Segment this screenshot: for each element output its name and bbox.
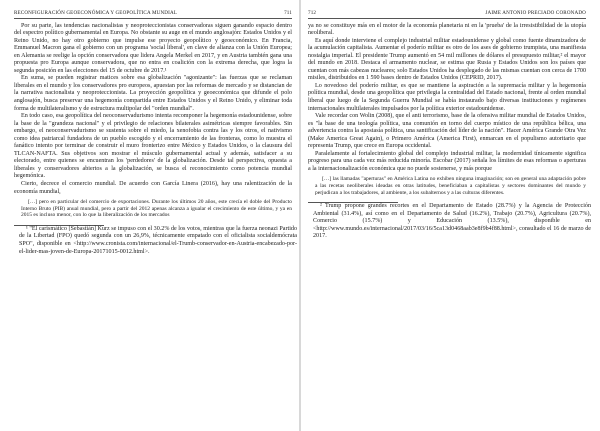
left-page-body	[14, 22, 297, 257]
paragraph: Cierto, decrece el comercio mundial. De acuerdo con García Linera (2016), hay una ralentización de la economía mundial,	[14, 180, 292, 195]
right-page	[300, 0, 600, 431]
footnote: ² Trump propone grandes recortes en el Departamento de Estado (28.7%) y la Agencia de Protección Ambiental (31.4%), así como en el Departamento de Salud (16.2%), Trabajo (20.7%), Agricultura (20.7%), Comercio (15.7%) y Educación (13.5%), disponible en <http://www.mundo.es/internacional/2017/03/16/5ca13d0468aab3e8f9b4f88.html>, consultado el 16 de marzo de 2017.	[313, 203, 591, 240]
paragraph: En suma, se pueden registrar matices sobre esa globalización "agonizante": las fuerzas que se reclaman liberales en el mundo y los conservadores pro europeos, apuestan por las reformas de mercado y se distancian de la narrativa nacionalista y neoproteccionista. La proyección geopolítica y geoeconómica que difunde el polo anglosajón, busca preservar una hegemonía compartida entre Estados Unidos y el Reino Unido, y eliminar toda forma de multilateralismo y de estructura multipolar del "orden mundial".	[14, 75, 292, 112]
page-number: 711	[284, 10, 292, 16]
block-quote: […] pero en particular del comercio de exportaciones. Durante los últimos 20 años, este crecía el doble del Producto Interno Bruto (PIB) anual mundial, pero a partir del 2012 apenas alcanza a igualar el crecimiento de este último, y ya en 2015 es incluso menor, con lo que la liberalización de los mercados	[21, 199, 292, 219]
right-page-body	[308, 22, 591, 241]
block-quote: […] las llamadas "aperturas" en América Latina no exhiben ninguna imaginación; son en general una adaptación pobre a las recetas neoliberales ideadas en otras latitudes, beneficiaban a capitalistas y sectores dominantes del mundo y perjudican a los trabajadores, al ambiente, a los subalternos y a las culturas diferentes.	[315, 176, 586, 196]
paragraph: Vale recordar con Wolin (2008), que el anti terrorismo, base de la ofensiva militar mundial de Estados Unidos, es "la base de una teología política, una comunión en torno del cuerpo místico de una república bélica, una advertencia contra la apostasía política, una santificación del líder de la nación". Hacer América Grande Otra Vez (Make America Great Again), o Primero América (America First), enmarcan en el populismo autoritario que representa Trump, que crece en Europa occidental.	[308, 113, 586, 150]
footnote: ¹ "El carismático [Sebastián] Kurz se impuso con el 30.2% de los votos, mientras que la fuerza neonazi Partido de la Libertad (FPO) quedó segunda con un 26,9%, técnicamente empatado con el oficialista socialdemócrata SPO", disponible en <http://www.cronista.com/internacional/el-Trumb-conservador-en-Austria-encabezado-por-el-lider-mas-joven-de-Europa-20171015-0012.html>.	[19, 225, 297, 255]
paragraph: Lo novedoso del poderío militar, es que se mantiene la aspiración a la supremacía militar y la hegemonía política mundial, desde una geopolítica que privilegia la centralidad del Estado nacional, frente al orden mundial liberal que luego de la Segunda Guerra Mundial se había instaurado bajo diversas instituciones y regímenes internacionales multilaterales impulsados por la política exterior estadounidense.	[308, 82, 586, 112]
paragraph: En todo caso, esa geopolítica del neoconservadurismo intenta recomponer la hegemonía estadounidense, sobre la base de la "grandeza nacional" y el privilegio de relaciones bilaterales asimétricas siempre favorables. Sin embargo, el neoconservadurismo se sustenta sobre el miedo, la xenofobia contra las y los otros, el nativismo como idea patriarcal fundadora de un pueblo escogido y el encerramiento de las fronteras, como lo muestra el fanático intento por terminar de construir el muro fronterizo entre México y Estados Unidos, o la clausura del TLCAN-NAFTA. Sus objetivos son mostrar el músculo gubernamental actual y además, satisfacer a su electorado, entre quienes se encuentran los 'perdedores' de la globalización. Desde tal perspectiva, opuesta a liberales y conservadores abiertos a la globalización, se busca el reconocimiento como potencia mundial hegemónica.	[14, 113, 292, 180]
right-page-header	[308, 10, 586, 19]
running-title: RECONFIGURACIÓN GEOECONÓMICA Y GEOPOLÍTICA MUNDIAL	[14, 10, 178, 16]
paragraph: Por su parte, las tendencias nacionalistas y neoproteccionistas conservadoras siguen ganando espacio dentro del espectro político gubernamental en Europa. No obstante su auge en el mundo anglosajón: Estados Unidos y el Reino Unido, no hay otro gobierno que impulse ese proyecto geopolítico y geoeconómico. En Francia, Emmanuel Macron gana el gobierno con un programa 'social liberal', en clave de alianza con la Unión Europea; en Alemania se reelige la opción conservadora que lidera Angela Merkel en 2017, y en Austria también gana una propuesta pro Europa aunque conservadora, que no entra en coalición con la extrema derecha, que logra la segunda posición en las elecciones del 15 de octubre de 2017.¹	[14, 22, 292, 74]
paragraph: Es aquí donde interviene el complejo industrial militar estadounidense y global como fuente dinamizadora de la acumulación capitalista. Aumentar el poderío militar es otro de los ases de gobierno trumpista, una manifiesta nostalgia imperial. El presidente Trump aumentó en 54 mil millones de dólares el presupuesto militar,² el mayor del mundo en 2018. Destaca el armamento nuclear, se estima que Rusia y Estados Unidos son los países que cuentan con más cabezas nucleares; solo Estados Unidos ha desplegado de las mismas cuentan con cerca de 1700 misiles, distribuidos en 1 590 bases dentro de Estados Unidos (CEPRID, 2017).	[308, 37, 586, 82]
left-page-header	[14, 10, 292, 19]
paragraph: ya no se constituye más en el motor de la economía planetaria ni en la 'prueba' de la irresistibilidad de la utopía neoliberal.	[308, 22, 586, 37]
page-number: 712	[308, 10, 317, 16]
running-title: JAIME ANTONIO PRECIADO CORONADO	[485, 10, 586, 16]
paragraph: Paralelamente al fortalecimiento global del complejo industrial militar, la modernidad tínicamente significa progreso para una cada vez más reducida minoría. Escobar (2017) señala los límites de esas reformas o aperturas a la internacionalización económica que no puede sostenerse, y más porque	[308, 150, 586, 172]
